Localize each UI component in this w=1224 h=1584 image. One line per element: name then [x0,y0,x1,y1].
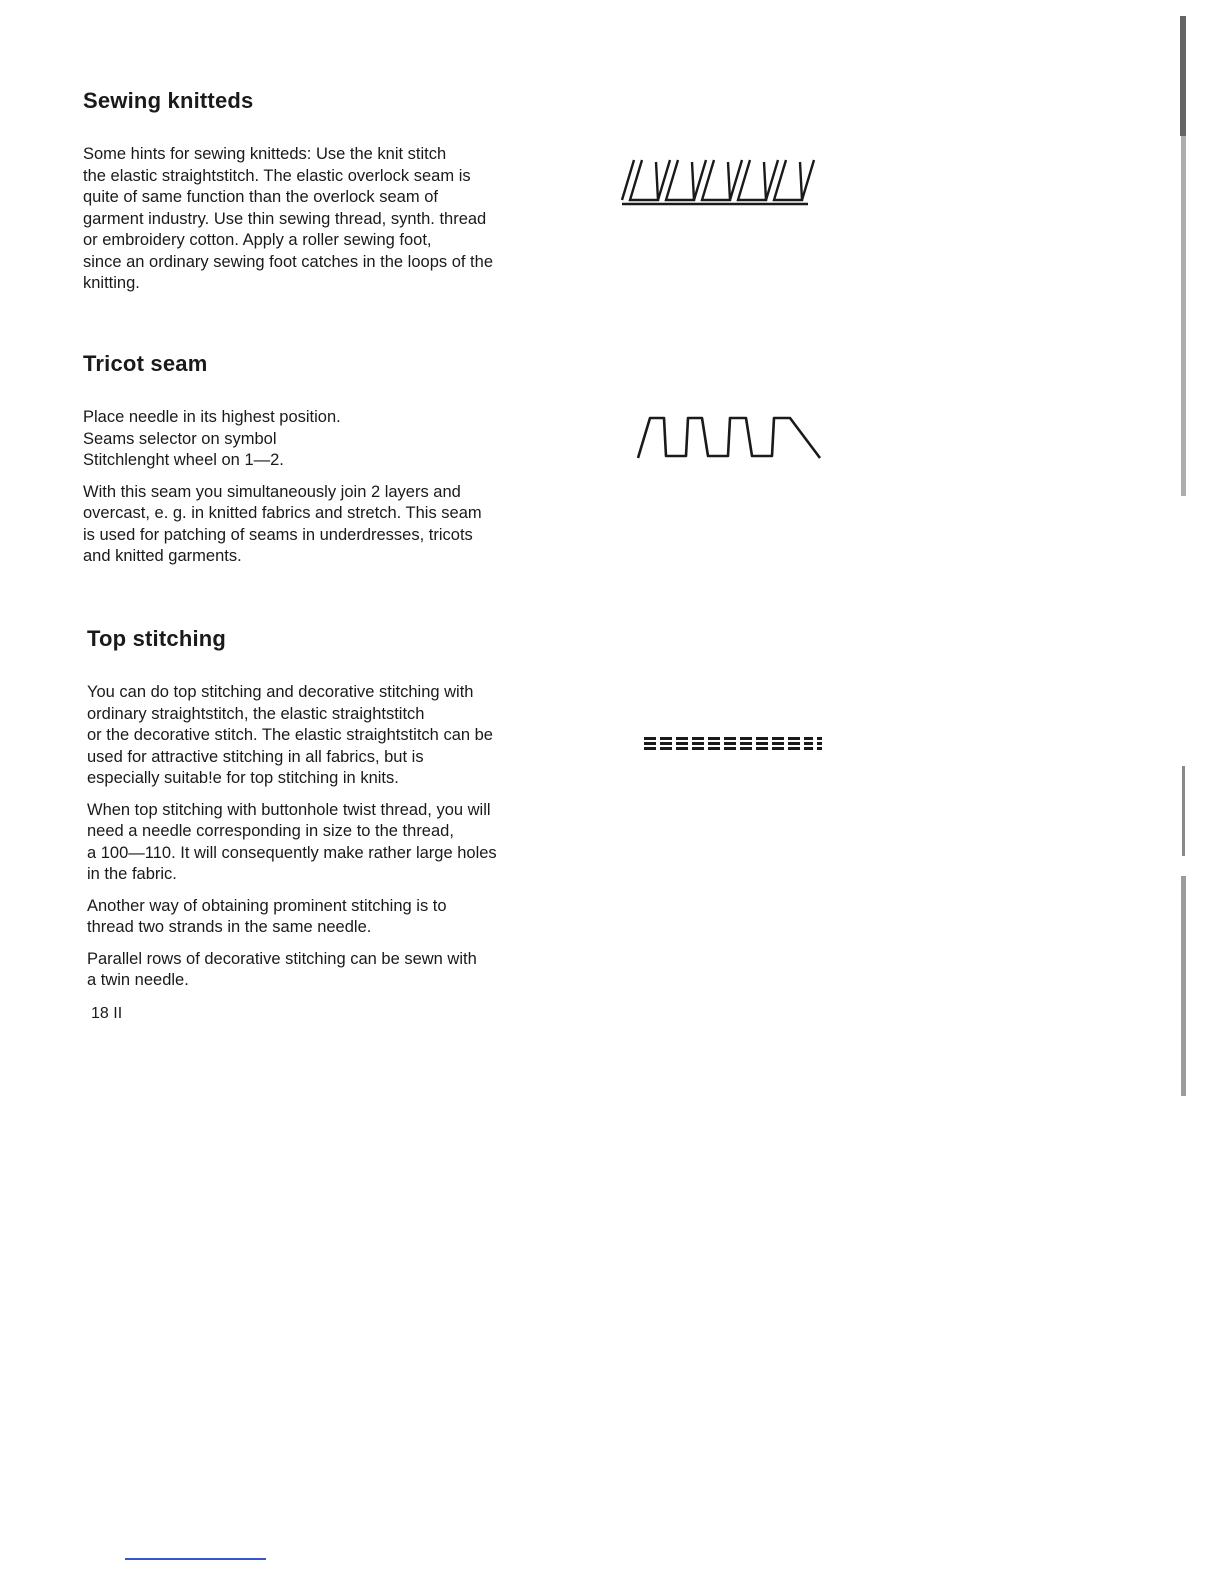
overlock-stitch-icon [620,158,820,208]
paragraph [87,800,567,886]
straight-stitch-icon [644,736,824,752]
text-line: or the decorative stitch. The elastic straightstitch can be [87,726,493,744]
paragraph [83,482,563,568]
text-line: Seams selector on symbol [83,429,277,448]
text-line: a twin needle. [87,971,189,989]
text-line: or embroidery cotton. Apply a roller sewing foot, [83,231,432,249]
text-line: thread two strands in the same needle. [87,918,372,936]
text-line: Stitchlenght wheel on 1—2. [83,451,284,469]
text-line: When top stitching with buttonhole twist thread, you will [87,800,491,819]
section-title: Top stitching [87,626,227,651]
paragraph [83,407,563,472]
text-line: especially suitab!e for top stitching in knits. [87,769,399,787]
scan-edge-artifact [1178,16,1188,1096]
text-line: Parallel rows of decorative stitching can be sewn with [87,949,477,968]
text-line: Some hints for sewing knitteds: Use the knit stitch [83,145,447,163]
text-line: in the fabric. [87,865,177,883]
divider-line [125,1558,266,1560]
section-sewing-knitteds [83,88,563,305]
text-line: since an ordinary sewing foot catches in the loops of the [83,252,493,271]
section-title: Tricot seam [83,351,208,376]
text-line: Another way of obtaining prominent stitching is to [87,896,447,915]
section-top-stitching [87,626,567,1002]
text-line: Place needle in its highest position. [83,408,341,426]
text-line: garment industry. Use thin sewing thread, synth. thread [83,209,487,228]
paragraph [87,682,567,790]
text-line: You can do top stitching and decorative stitching with [87,683,474,701]
section-title: Sewing knitteds [83,88,254,113]
paragraph [83,144,563,295]
text-line: and knitted garments. [83,547,242,565]
text-line: quite of same function than the overlock seam of [83,188,438,206]
text-line: overcast, e. g. in knitted fabrics and stretch. This seam [83,504,482,522]
text-line: knitting. [83,274,140,292]
page-number: 18 II [91,1005,123,1022]
text-line: the elastic straightstitch. The elastic overlock seam is [83,166,471,185]
paragraph [87,896,567,939]
text-line: used for attractive stitching in all fabrics, but is [87,747,424,766]
text-line: is used for patching of seams in underdresses, tricots [83,525,473,544]
text-line: a 100—110. It will consequently make rather large holes [87,843,497,862]
section-tricot-seam [83,351,563,578]
paragraph [87,949,567,992]
text-line: ordinary straightstitch, the elastic straightstitch [87,704,425,723]
text-line: With this seam you simultaneously join 2 layers and [83,482,461,501]
text-line: need a needle corresponding in size to the thread, [87,822,454,840]
tricot-stitch-icon [636,412,826,462]
